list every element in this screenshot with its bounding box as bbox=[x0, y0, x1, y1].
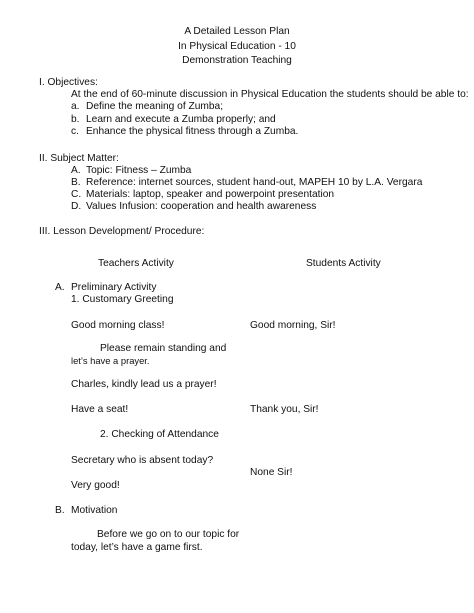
student-thanks-line: Thank you, Sir! bbox=[250, 404, 319, 415]
subject-marker: D. bbox=[71, 201, 82, 212]
teacher-greeting: Good morning class! bbox=[71, 320, 165, 331]
motivation-line-1: Before we go on to our topic for bbox=[97, 529, 240, 540]
objective-marker: c. bbox=[71, 126, 79, 137]
title-line-3: Demonstration Teaching bbox=[182, 55, 292, 66]
motivation-title: Motivation bbox=[71, 505, 118, 516]
customary-greeting-step: 1. Customary Greeting bbox=[71, 294, 174, 305]
absent-answer: None Sir! bbox=[250, 467, 293, 478]
objective-item: Learn and execute a Zumba properly; and bbox=[86, 114, 276, 125]
subject-marker: C. bbox=[71, 189, 82, 200]
subject-item: Materials: laptop, speaker and powerpoint presentation bbox=[86, 189, 335, 200]
objectives-intro: At the end of 60-minute discussion in Physical Education the students should be able to: bbox=[71, 89, 469, 100]
objective-item: Define the meaning of Zumba; bbox=[86, 101, 224, 112]
very-good-line: Very good! bbox=[71, 480, 120, 491]
student-greeting: Good morning, Sir! bbox=[250, 320, 336, 331]
objective-marker: a. bbox=[71, 101, 80, 112]
objective-marker: b. bbox=[71, 114, 80, 125]
subject-matter-heading: II. Subject Matter: bbox=[39, 153, 119, 164]
section-marker: A. bbox=[55, 282, 65, 293]
teacher-seat-line: Have a seat! bbox=[71, 404, 129, 415]
title-line-2: In Physical Education - 10 bbox=[178, 41, 296, 52]
prayer-instruction-line-2: let’s have a prayer. bbox=[71, 355, 150, 366]
procedure-heading: III. Lesson Development/ Procedure: bbox=[39, 226, 205, 237]
subject-item: Reference: internet sources, student hand-out, MAPEH 10 by L.A. Vergara bbox=[86, 177, 423, 188]
title-line-1: A Detailed Lesson Plan bbox=[184, 26, 290, 37]
section-marker: B. bbox=[55, 505, 65, 516]
charles-prayer-request: Charles, kindly lead us a prayer! bbox=[71, 379, 217, 390]
objective-item: Enhance the physical fitness through a Zumba. bbox=[86, 126, 299, 137]
attendance-step: 2. Checking of Attendance bbox=[100, 429, 219, 440]
motivation-line-2: today, let’s have a game first. bbox=[71, 542, 203, 553]
teachers-activity-header: Teachers Activity bbox=[98, 258, 174, 269]
students-activity-header: Students Activity bbox=[306, 258, 381, 269]
subject-marker: B. bbox=[71, 177, 81, 188]
prayer-instruction-line-1: Please remain standing and bbox=[100, 343, 227, 354]
subject-item: Topic: Fitness – Zumba bbox=[86, 165, 192, 176]
preliminary-activity-title: Preliminary Activity bbox=[71, 282, 157, 293]
absent-question: Secretary who is absent today? bbox=[71, 455, 214, 466]
subject-marker: A. bbox=[71, 165, 81, 176]
objectives-heading: I. Objectives: bbox=[39, 77, 98, 88]
subject-item: Values Infusion: cooperation and health awareness bbox=[86, 201, 317, 212]
